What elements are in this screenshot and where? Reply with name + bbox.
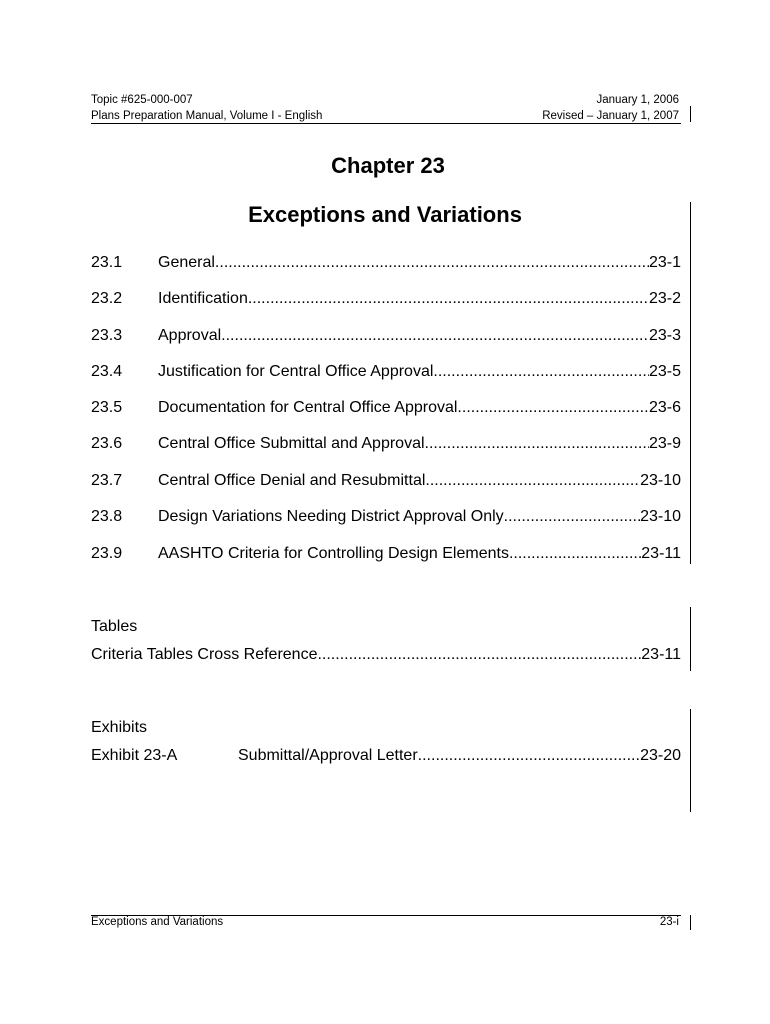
toc-entry[interactable] [158, 327, 681, 345]
toc-entry[interactable] [158, 435, 681, 453]
toc-leader-dots [457, 399, 649, 417]
toc-number: 23.6 [91, 435, 123, 452]
footer-page-number: 23-i [659, 916, 679, 928]
toc-number: 23.9 [91, 545, 123, 562]
header-topic: Topic #625-000-007 [91, 94, 193, 106]
toc-number: 23.3 [91, 327, 123, 344]
toc-entry-title: General [158, 254, 215, 271]
toc-leader-dots [215, 254, 649, 272]
toc-entry[interactable] [158, 508, 681, 526]
toc-entry-page: 23-11 [641, 545, 681, 562]
toc-leader-dots [221, 327, 649, 345]
toc-number: 23.4 [91, 363, 123, 380]
toc-entry-title: Design Variations Needing District Approval Only [158, 508, 504, 525]
change-bar-footer [690, 915, 691, 930]
toc-leader-dots [418, 747, 640, 765]
exhibit-label: Exhibit 23-A [91, 747, 178, 764]
toc-entry-title: AASHTO Criteria for Controlling Design Elements [158, 545, 509, 562]
header-date: January 1, 2006 [596, 94, 679, 106]
toc-entry[interactable] [158, 472, 681, 490]
exhibit-entry[interactable] [238, 747, 681, 765]
toc-number: 23.1 [91, 254, 123, 271]
header-manual-title: Plans Preparation Manual, Volume I - English [91, 110, 323, 122]
toc-entry-page: 23-10 [640, 472, 681, 489]
toc-entry-title: Documentation for Central Office Approval [158, 399, 458, 416]
chapter-title: Chapter 23 [331, 153, 445, 178]
toc-entry[interactable] [158, 254, 681, 272]
toc-entry[interactable] [158, 363, 681, 381]
table-entry-title: Criteria Tables Cross Reference [91, 646, 318, 663]
toc-entry[interactable] [158, 290, 681, 308]
toc-entry-title: Justification for Central Office Approval [158, 363, 434, 380]
toc-entry-page: 23-5 [648, 363, 681, 380]
toc-leader-dots [317, 646, 641, 664]
change-bar-tables [690, 607, 691, 671]
toc-entry[interactable] [158, 545, 681, 563]
toc-entry-page: 23-6 [648, 399, 681, 416]
toc-entry-title: Central Office Submittal and Approval [158, 435, 425, 452]
change-bar-header [690, 106, 691, 122]
toc-leader-dots [504, 508, 640, 526]
change-bar-exhibits [690, 709, 691, 812]
toc-leader-dots [248, 290, 649, 308]
toc-number: 23.8 [91, 508, 123, 525]
exhibits-heading: Exhibits [91, 719, 148, 736]
table-entry[interactable] [91, 646, 681, 664]
toc-entry-page: 23-9 [648, 435, 681, 452]
change-bar-toc [690, 202, 691, 564]
toc-number: 23.5 [91, 399, 123, 416]
toc-leader-dots [433, 363, 649, 381]
toc-leader-dots [425, 435, 649, 453]
footer-title: Exceptions and Variations [91, 916, 224, 928]
toc-entry-title: Approval [158, 327, 222, 344]
tables-heading: Tables [91, 618, 138, 635]
header-revised-date: Revised – January 1, 2007 [542, 110, 679, 122]
toc-entry-page: 23-2 [648, 290, 681, 307]
toc-entry[interactable] [158, 399, 681, 417]
table-entry-page: 23-11 [641, 646, 681, 663]
toc-entry-title: Identification [158, 290, 248, 307]
section-title: Exceptions and Variations [248, 202, 522, 227]
exhibit-entry-title: Submittal/Approval Letter [238, 747, 418, 764]
toc-number: 23.7 [91, 472, 123, 489]
toc-leader-dots [425, 472, 640, 490]
exhibit-entry-page: 23-20 [640, 747, 681, 764]
toc-number: 23.2 [91, 290, 123, 307]
header-rule [91, 123, 681, 124]
toc-entry-page: 23-3 [648, 327, 681, 344]
toc-entry-title: Central Office Denial and Resubmittal [158, 472, 426, 489]
toc-leader-dots [509, 545, 641, 563]
toc-entry-page: 23-1 [648, 254, 681, 271]
toc-entry-page: 23-10 [640, 508, 681, 525]
